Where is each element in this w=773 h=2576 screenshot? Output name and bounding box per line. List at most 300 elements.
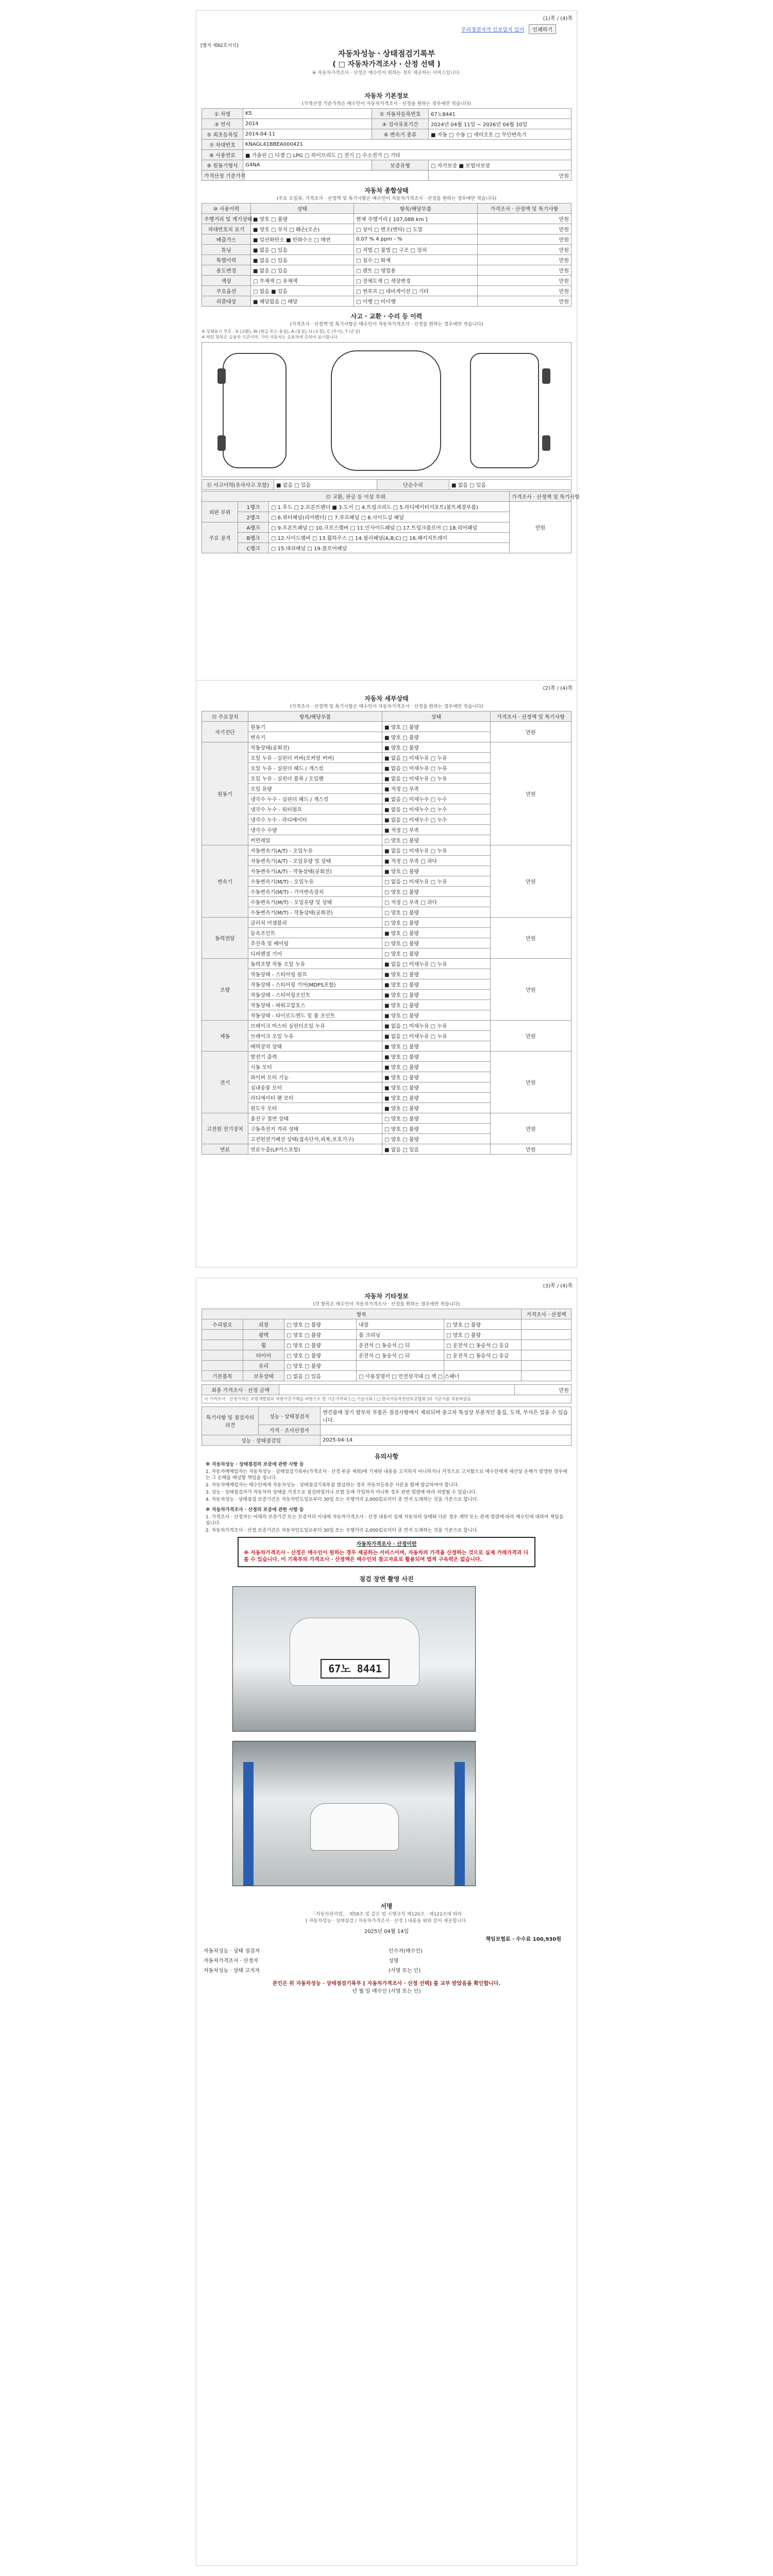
car-frame-view: [470, 353, 539, 468]
detail-part: 냉각수 누수 - 라디에이터: [248, 815, 382, 825]
table-row: [202, 214, 572, 224]
exchange-head: ⑫ 교환, 판금 등 이상 부위: [202, 492, 510, 502]
outer-label: 외판 부위: [202, 502, 238, 522]
car-diagram: [201, 342, 572, 477]
basic-value: 67노8441: [429, 109, 572, 119]
detail-state: ■ 없음 □ 미세누수 □ 누수: [382, 804, 491, 815]
detail-state: ■ 없음 □ 미세누수 □ 누수: [382, 815, 491, 825]
notice-p3: 3. 성능 · 상태점검자가 자동차의 상태를 거짓으로 점검하였거나 보험 등에 가입하지 아니한 경우 관련 법령에 따라 처벌될 수 있습니다.: [206, 1490, 477, 1495]
table-row: [202, 1350, 572, 1361]
detail-price: 만원: [491, 845, 572, 918]
notice-section-2: ※ 자동차가격조사 · 산정의 보증에 관한 사항 등: [206, 1507, 304, 1513]
accident-title: 사고 · 교환 · 수리 등 이력: [350, 313, 423, 320]
other-cell: 휠: [243, 1340, 284, 1350]
page-number: (1)쪽 / (4)쪽: [543, 16, 573, 22]
detail-group: 동력전달: [202, 918, 248, 959]
detail-part: 작동상태(공회전): [248, 742, 382, 753]
rankA: A랭크: [238, 522, 269, 533]
detail-group: 조향: [202, 959, 248, 1021]
detail-part: 냉각수 누수 - 실린더 헤드 / 개스킷: [248, 794, 382, 804]
detail-group: 연료: [202, 1144, 248, 1155]
price-label: 가격산정 기준가격: [202, 171, 243, 181]
other-cell: □ 운전석 □ 동승석 □ 응급: [444, 1340, 522, 1350]
table-row: [202, 160, 572, 171]
fee-label: 책임보험료 · 수수료: [485, 1937, 531, 1942]
rankA-items: □ 9.프론트패널 □ 10.크로스멤버 □ 11.인사이드패널 □ 17.트렁크플로어 □ 18.리어패널: [269, 522, 510, 533]
detail-part: 냉각수 누수 - 워터펌프: [248, 804, 382, 815]
other-cell: 룸 크리닝: [357, 1330, 444, 1340]
final-price-title: 최종 가격조사 · 산정 금액: [202, 1385, 279, 1395]
detail-head-0: ⑬ 주요장치: [202, 711, 248, 722]
cond-item: 주요옵션: [202, 286, 251, 296]
cond-state: ■ 없음 □ 있음: [251, 265, 354, 276]
detail-part: 클러치 어셈블리: [248, 918, 382, 928]
cond-detail: □ 상이 □ 변조(변타) □ 도말: [354, 224, 478, 234]
cond-item: 특별이력: [202, 255, 251, 265]
detail-part: 동력조향 작동 오일 누유: [248, 959, 382, 969]
sign-role-2: 자동차가격조사 · 산정자: [204, 1958, 259, 1964]
notice-body: [201, 1462, 572, 1534]
detail-state: □ 양호 □ 불량: [382, 1124, 491, 1134]
detail-state: □ 양호 □ 불량: [382, 1134, 491, 1144]
basic-key: ⑤ 최초등록일: [202, 129, 243, 140]
notice-p5: 1. 가격조사 · 산정자는 아래의 보증기간 또는 보증거리 이내에 자동차가격조사 · 산정 내용이 실제 자동차의 상태와 다른 경우 계약 또는 관계 법령에 따라 매수인에 대하여 책임을 집니다.: [206, 1515, 564, 1526]
table-row: [202, 296, 572, 307]
price-notice-box: [238, 1537, 535, 1567]
other-cell: 수리필요: [202, 1319, 243, 1330]
detail-group: 원동기: [202, 742, 248, 845]
table-row: [202, 234, 572, 245]
detail-part: 브레이크 마스터 실린더오일 누유: [248, 1021, 382, 1031]
cond-detail: □ 전체도색 □ 색상변경: [354, 276, 478, 286]
cond-state: ■ 양호 □ 부식 □ 훼손(오손): [251, 224, 354, 234]
other-price: [522, 1330, 572, 1340]
top-toolbar: [196, 24, 577, 31]
detail-part: 브레이크 오일 누유: [248, 1031, 382, 1041]
page-1: [196, 10, 580, 696]
doc-subnote: ※ 자동차가격조사 · 산정은 매수인이 원하는 경우 제공하는 서비스입니다.: [312, 71, 461, 76]
detail-head-2: 상태: [382, 711, 491, 722]
detail-part: 오일 누유 - 실린더 블록 / 오일팬: [248, 773, 382, 784]
sign-mid-2: 성명: [389, 1958, 399, 1964]
detail-state: □ 적정 □ 부족 □ 과다: [382, 897, 491, 907]
cond-state: □ 없음 ■ 있음: [251, 286, 354, 296]
frame-label: 주요 골격: [202, 522, 238, 553]
signature-table: [201, 1945, 572, 1975]
other-cell: 내장: [357, 1319, 444, 1330]
detail-price: 만원: [491, 1113, 572, 1144]
table-row: [202, 245, 572, 255]
inspection-photo-lift: [232, 1741, 476, 1886]
other-price: [522, 1319, 572, 1330]
price-notice-title: 자동차가격조사 · 산정이란: [356, 1541, 417, 1547]
page-2: [196, 680, 577, 1267]
detail-state: ■ 없음 □ 미세누유 □ 누유: [382, 1021, 491, 1031]
detail-group: 제동: [202, 1021, 248, 1052]
detail-part: 변속기: [248, 732, 382, 742]
detail-price: 만원: [491, 1144, 572, 1155]
other-cell: □ 양호 □ 불량: [284, 1340, 357, 1350]
basic-value: G4NA: [243, 160, 372, 171]
wheel-icon: [217, 368, 226, 384]
cond-item: 색상: [202, 276, 251, 286]
detail-state: ■ 없음 □ 미세누유 □ 누유: [382, 753, 491, 763]
sign-date: 2025년 04월 14일: [364, 1929, 409, 1935]
detail-price: 만원: [491, 1052, 572, 1113]
doc-title: 자동차성능ㆍ상태점검기록부: [338, 49, 435, 58]
other-price: [522, 1350, 572, 1361]
car-left-side: [223, 353, 287, 468]
other-cell: [357, 1361, 444, 1371]
detail-part: 추진축 및 베어링: [248, 938, 382, 948]
special-price-person: 가격 · 조사산정자: [259, 1425, 321, 1435]
cond-head-2: 항목/해당부품: [354, 204, 478, 214]
basic-value: ■ 자동 □ 수동 □ 세미오토 □ 무단변속기: [429, 129, 572, 140]
photo-area: [201, 1586, 572, 1895]
detail-title: 자동차 세부상태: [364, 695, 409, 702]
detail-part: 디퍼렌셜 기어: [248, 948, 382, 959]
other-cell: □ 양호 □ 불량: [444, 1319, 522, 1330]
sign-mid-3: (서명 또는 인): [389, 1968, 421, 1974]
simple-repair-label: 단순수리: [377, 480, 449, 490]
wheel-icon: [542, 435, 550, 451]
other-head-item: 항목: [202, 1309, 522, 1319]
detail-state: □ 양호 □ 불량: [382, 907, 491, 918]
detail-part: 수동변속기(M/T) - 작동상태(공회전): [248, 907, 382, 918]
basic-key: ③ 연식: [202, 119, 243, 129]
simple-repair-state: ■ 없음 □ 있음: [449, 480, 572, 490]
accident-row-label: ⑪ 사고이력(유사사고 포함): [202, 480, 274, 490]
detail-part: 커먼레일: [248, 835, 382, 845]
cond-state: ■ 없음 □ 있음: [251, 255, 354, 265]
other-cell: 운전석 □ 동승석 □ 뒤: [357, 1340, 444, 1350]
other-cell: 광택: [243, 1330, 284, 1340]
footer-confirm: 본인은 위 자동차성능 · 상태점검기록부 [ 자동차가격조사 · 산정 선택] 를 교부 받았음을 확인합니다.: [272, 1981, 501, 1987]
basic-key: 보증유형: [372, 160, 429, 171]
detail-state: ■ 없음 □ 미세누유 □ 누유: [382, 959, 491, 969]
other-cell: [202, 1340, 243, 1350]
detail-part: 배력장치 상태: [248, 1041, 382, 1052]
rank2: 2랭크: [238, 512, 269, 522]
detail-state: ■ 양호 □ 불량: [382, 742, 491, 753]
other-cell: [202, 1361, 243, 1371]
other-cell: □ 양호 □ 불량: [284, 1350, 357, 1361]
lift-post-right: [455, 1762, 465, 1886]
basic-info-title: 자동차 기본정보: [364, 92, 409, 99]
basic-key: ② 자동차등록번호: [372, 109, 429, 119]
detail-price: 만원: [491, 742, 572, 845]
footer-date: 년 월 일 매수인 (서명 또는 인): [352, 1989, 421, 1994]
accident-note-1: ※ 상태표시 부호 : X (교환), W (판금 또는 용접), A (흠집), U (요철), C (부식), T (손상): [201, 329, 361, 334]
detail-state: ■ 양호 □ 불량: [382, 979, 491, 990]
accident-note-2: ※ 하단 항목은 승용차 기준이며, 기타 자동차는 승용차에 준하여 표시합니다: [201, 335, 338, 340]
detail-part: 수동변속기(M/T) - 기어변속장치: [248, 887, 382, 897]
detail-state: ■ 양호 □ 불량: [382, 969, 491, 979]
cond-detail: □ 렌트 □ 영업용: [354, 265, 478, 276]
owner-link[interactable]: 우리정권자가 인보일지 있어: [461, 27, 525, 33]
basic-info-table: [201, 108, 572, 181]
detail-sub: (가격조사 · 산정액 및 특기사항은 매수인이 자동차가격조사 · 산정을 원하는 경우에만 적습니다): [290, 704, 483, 709]
other-cell: □ 양호 □ 불량: [284, 1319, 357, 1330]
table-row: [202, 1052, 572, 1062]
detail-state: □ 양호 □ 불량: [382, 835, 491, 845]
detail-price: 만원: [491, 959, 572, 1021]
lift-post-left: [243, 1762, 254, 1886]
rank2-items: □ 6.쿼터패널(리어펜더) □ 7.루프패널 □ 8.사이드실 패널: [269, 512, 510, 522]
special-text: 엔진룸에 장기 할부차 부품은 점검사항에서 제외되며 중고차 특성상 부분적인 흠집, 도색, 부식은 있을 수 있습니다.: [321, 1407, 572, 1425]
notice-p6: 2. 자동차가격조사 · 산정 보증기간은 자동차인도일로부터 30일 또는 주행거리 2,000킬로미터 중 먼저 도래하는 것을 기준으로 합니다.: [206, 1528, 479, 1533]
other-cell: [202, 1330, 243, 1340]
page-3: [196, 1278, 577, 2566]
detail-part: 수동변속기(M/T) - 오일누유: [248, 876, 382, 887]
basic-key: ⑨ 원동기형식: [202, 160, 243, 171]
cond-detail: 현재 주행거리 [ 107,088 km ]: [354, 214, 478, 224]
other-cell: 외장: [243, 1319, 284, 1330]
basic-value: 2024년 04월 11일 ~ 2026년 04월 10일: [429, 119, 572, 129]
cond-price: 만원: [478, 224, 572, 234]
final-price-table: [201, 1384, 572, 1403]
other-price: [522, 1371, 572, 1381]
detail-state: ■ 양호 □ 불량: [382, 1072, 491, 1082]
cond-detail: □ 썬루프 □ 네비게이션 □ 기타: [354, 286, 478, 296]
detail-state: □ 양호 □ 불량: [382, 887, 491, 897]
detail-state: □ 양호 □ 불량: [382, 938, 491, 948]
sign-mid-1: 인수자(매수인): [389, 1948, 423, 1954]
table-row: [202, 109, 572, 119]
detail-part: 작동상태 - 파워고압호스: [248, 1000, 382, 1010]
cond-detail: □ 침수 □ 화재: [354, 255, 478, 265]
detail-state: ■ 양호 □ 불량: [382, 732, 491, 742]
detail-state: ■ 양호 □ 불량: [382, 1062, 491, 1072]
cond-price: 만원: [478, 276, 572, 286]
basic-value: K5: [243, 109, 372, 119]
cond-head-0: ⑩ 사용이력: [202, 204, 251, 214]
detail-price: 만원: [491, 918, 572, 959]
detail-state: ■ 양호 □ 불량: [382, 928, 491, 938]
rankC: C랭크: [238, 543, 269, 553]
cond-detail: □ 적법 □ 불법 □ 구조 □ 장치: [354, 245, 478, 255]
detail-state: □ 양호 □ 불량: [382, 1113, 491, 1124]
other-cell: 보유상태: [243, 1371, 284, 1381]
other-cell: [202, 1350, 243, 1361]
table-row: [202, 1144, 572, 1155]
detail-part: 시동 모터: [248, 1062, 382, 1072]
detail-head-1: 항목/해당부품: [248, 711, 382, 722]
cond-item: 리콜대상: [202, 296, 251, 307]
detail-part: 오일 유량: [248, 784, 382, 794]
basic-info-sub: (가격산정 기준가격은 매수인이 자동차가격조사 · 산정을 원하는 경우에만 적습니다): [301, 101, 472, 107]
cond-price: 만원: [478, 245, 572, 255]
fee-value: 100,930원: [532, 1937, 561, 1942]
detail-state: ■ 없음 □ 있음: [382, 1144, 491, 1155]
inspection-date-label: 성능 · 상태점검일: [202, 1435, 321, 1446]
basic-value: □ 자가보증 ■ 보험사보증: [429, 160, 572, 171]
table-row: [202, 129, 572, 140]
condition-table: [201, 203, 572, 307]
inspection-date: 2025-04-14: [321, 1435, 572, 1446]
rankB-items: □ 12.사이드멤버 □ 13.휠하우스 □ 14.필러패널(A,B,C) □ 16.패키지트레이: [269, 533, 510, 543]
notice-p4: 4. 자동차성능 · 상태점검 보증기간은 자동차인도일로부터 30일 또는 주행거리 2,000킬로미터 중 먼저 도래하는 것을 기준으로 합니다.: [206, 1497, 479, 1502]
detail-state: ■ 양호 □ 불량: [382, 722, 491, 732]
cond-item: 용도변경: [202, 265, 251, 276]
photo-title: 점검 장면 촬영 사진: [359, 1575, 414, 1583]
other-cell: □ 운전석 □ 동승석 □ 응급: [444, 1350, 522, 1361]
detail-part: 작동상태 - 타이로드엔드 및 볼 조인트: [248, 1010, 382, 1021]
exchange-price-head: 가격조사 · 산정액 및 특기사항: [510, 492, 572, 502]
other-cell: 유리: [243, 1361, 284, 1371]
cond-item: 주행거리 및 계기상태: [202, 214, 251, 224]
detail-part: 연료누출(LP가스포함): [248, 1144, 382, 1155]
detail-price: 만원: [491, 722, 572, 742]
table-row: [202, 150, 572, 160]
detail-state: ■ 없음 □ 미세누유 □ 누유: [382, 1031, 491, 1041]
detail-part: 작동상태 - 스티어링 펌프: [248, 969, 382, 979]
other-head-price: 가격조사 · 산정액: [522, 1309, 572, 1319]
detail-part: 라디에이터 팬 모터: [248, 1093, 382, 1103]
table-row: [202, 1021, 572, 1031]
inspection-photo-front: [232, 1586, 476, 1732]
sign-line-2: [ 자동차성능 · 상태점검 / 자동차가격조사 · 산정 ] 내용을 위와 같이 제공합니다.: [306, 1919, 467, 1924]
detail-part: 수동변속기(M/T) - 오일유량 및 상태: [248, 897, 382, 907]
detail-state: ■ 양호 □ 불량: [382, 1052, 491, 1062]
print-button[interactable]: 인쇄하기: [529, 24, 556, 34]
price-unit: 만원: [429, 171, 572, 181]
basic-value: 2014: [243, 119, 372, 129]
notice-p1: 1. 자동차매매업자는 자동차성능 · 상태점검기록부(가격조사 · 산정 부분 제외)에 기재된 내용을 고지하지 아니하거나 거짓으로 고지함으로 매수인에게 재산상 손해가 발생한 경우에는 그 손해를 배상할 책임을 집니다.: [206, 1469, 567, 1481]
detail-state: ■ 양호 □ 불량: [382, 990, 491, 1000]
cond-price: 만원: [478, 296, 572, 307]
car-on-lift: [310, 1803, 399, 1851]
sign-role-1: 자동차성능 · 상태 점검자: [204, 1948, 260, 1954]
license-plate: 67노 8441: [321, 1659, 390, 1679]
detail-head-3: 가격조사 · 산정액 및 특기사항: [491, 711, 572, 722]
table-row: [202, 918, 572, 928]
detail-group: 자기진단: [202, 722, 248, 742]
table-row: [202, 265, 572, 276]
detail-table: [201, 711, 572, 1155]
detail-state: □ 양호 □ 불량: [382, 948, 491, 959]
cond-item: 배출가스: [202, 234, 251, 245]
other-cell: □ 없음 □ 있음: [284, 1371, 357, 1381]
basic-key: ⑧ 사용연료: [202, 150, 243, 160]
detail-state: ■ 없음 □ 미세누유 □ 누유: [382, 845, 491, 856]
rank1: 1랭크: [238, 502, 269, 512]
detail-state: ■ 적정 □ 부족: [382, 825, 491, 835]
price-notice-text: ※ 자동차가격조사 · 산정은 매수인이 원하는 경우 제공하는 서비스이며, 자동차의 가격을 산정하는 것으로 실제 거래가격과 다를 수 있습니다. 이 기록부의 가격조사 · 산정액은 매수인의 참고자료로 활용되며 법적 구속력은 없습니다.: [244, 1550, 529, 1563]
cond-state: ■ 없음 □ 있음: [251, 245, 354, 255]
detail-part: 냉각수 수량: [248, 825, 382, 835]
detail-state: ■ 적정 □ 부족: [382, 784, 491, 794]
sign-title: 서명: [380, 1903, 393, 1910]
special-inspector: 성능ㆍ상태점검자: [259, 1407, 321, 1425]
car-top-view: [331, 350, 441, 471]
detail-state: ■ 양호 □ 불량: [382, 1082, 491, 1093]
detail-group: 전기: [202, 1052, 248, 1113]
detail-part: 구동축전지 격리 상태: [248, 1124, 382, 1134]
detail-part: 작동상태 - 스티어링 기어(MDPS포함): [248, 979, 382, 990]
other-price: [522, 1361, 572, 1371]
table-row: [202, 1113, 572, 1124]
detail-part: 충전구 절연 상태: [248, 1113, 382, 1124]
basic-value: ■ 가솔린 □ 디젤 □ LPG □ 하이브리드 □ 전기 □ 수소전기 □ 기타: [243, 150, 572, 160]
sign-role-3: 자동차성능 · 상태 고지자: [204, 1968, 260, 1974]
exchange-price-unit: 만원: [510, 502, 572, 553]
detail-state: ■ 양호 □ 불량: [382, 1041, 491, 1052]
cond-state: ■ 일산화탄소 ■ 탄화수소 □ 매연: [251, 234, 354, 245]
table-row: [202, 255, 572, 265]
detail-state: ■ 양호 □ 불량: [382, 1103, 491, 1113]
table-row: [202, 742, 572, 753]
detail-part: 실내송풍 모터: [248, 1082, 382, 1093]
detail-part: 등속조인트: [248, 928, 382, 938]
cond-state: ■ 양호 □ 불량: [251, 214, 354, 224]
table-row: [202, 1340, 572, 1350]
other-cell: [444, 1361, 522, 1371]
form-number: [별지 제82호서식]: [200, 43, 239, 48]
doc-subtitle: ( □ 자동차가격조사 · 산정 선택 ): [332, 60, 441, 69]
cond-item: 튜닝: [202, 245, 251, 255]
cond-price: 만원: [478, 214, 572, 224]
page-number: (2)쪽 / (4)쪽: [543, 686, 573, 691]
page-number: (3)쪽 / (4)쪽: [543, 1283, 573, 1289]
table-row: [202, 276, 572, 286]
cond-head-1: 상태: [251, 204, 354, 214]
cond-price: 만원: [478, 255, 572, 265]
wheel-icon: [542, 368, 550, 384]
detail-part: 원동기: [248, 722, 382, 732]
basic-key: ⑦ 차대번호: [202, 140, 243, 150]
detail-part: 발전기 출력: [248, 1052, 382, 1062]
cond-price: 만원: [478, 286, 572, 296]
accident-row-state: ■ 없음 □ 있음: [274, 480, 377, 490]
condition-sub: (주요 오일류, 가격조사 · 산정액 및 특기사항은 매수인이 자동차가격조사 · 산정을 원하는 경우에만 적습니다): [276, 196, 497, 201]
basic-key: ① 차명: [202, 109, 243, 119]
detail-part: 와이퍼 모터 기능: [248, 1072, 382, 1082]
detail-part: 윈도우 모터: [248, 1103, 382, 1113]
other-cell: □ 양호 □ 불량: [284, 1330, 357, 1340]
other-cell: □ 사용설명서 □ 안전삼각대 □ 잭 □ 스패너: [357, 1371, 444, 1381]
detail-group: 고전원 전기장치: [202, 1113, 248, 1144]
detail-group: 변속기: [202, 845, 248, 918]
cond-price: 만원: [478, 234, 572, 245]
other-cell: 타이어: [243, 1350, 284, 1361]
detail-state: ■ 없음 □ 미세누유 □ 누유: [382, 773, 491, 784]
sign-line-1: 「자동차관리법」 제58조 및 같은 법 시행규칙 제120조 · 제122조에 따라: [311, 1912, 462, 1917]
detail-state: ■ 양호 □ 불량: [382, 1010, 491, 1021]
condition-title: 자동차 종합상태: [364, 187, 409, 194]
detail-state: ■ 양호 □ 불량: [382, 866, 491, 876]
detail-state: □ 양호 □ 불량: [382, 918, 491, 928]
basic-key: ④ 검사유효기간: [372, 119, 429, 129]
special-table: [201, 1406, 572, 1446]
cond-state: □ 무채색 □ 유채색: [251, 276, 354, 286]
detail-part: 자동변속기(A/T) - 오일누유: [248, 845, 382, 856]
accident-table: [201, 479, 572, 490]
detail-state: ■ 양호 □ 불량: [382, 1000, 491, 1010]
exchange-table: [201, 491, 580, 553]
final-price-note: 이 가격조사 · 산정가격은 보험개발원의 차량기준가액을 바탕으로 한 기준가격과 [ □ 기술사회 / □ 한국자동차진단보증협회 ]의 기준서를 적용하였음: [202, 1395, 572, 1403]
detail-part: 고전원전기배선 상태(접속단자,피복,보호기구): [248, 1134, 382, 1144]
other-cell: □ 양호 □ 불량: [444, 1330, 522, 1340]
table-row: [202, 1319, 572, 1330]
detail-state: ■ 없음 □ 미세누수 □ 누수: [382, 794, 491, 804]
detail-part: 자동변속기(A/T) - 오일유량 및 상태: [248, 856, 382, 866]
cond-state: ■ 해당없음 □ 해당: [251, 296, 354, 307]
accident-sub: (가격조사 · 산정액 및 특기사항은 매수인이 자동차가격조사 · 산정을 원하는 경우에만 적습니다): [290, 322, 483, 327]
wheel-icon: [217, 435, 226, 451]
special-label: 특기사항 및 점검자의 의견: [202, 1407, 259, 1435]
basic-key: ⑥ 변속기 종류: [372, 129, 429, 140]
